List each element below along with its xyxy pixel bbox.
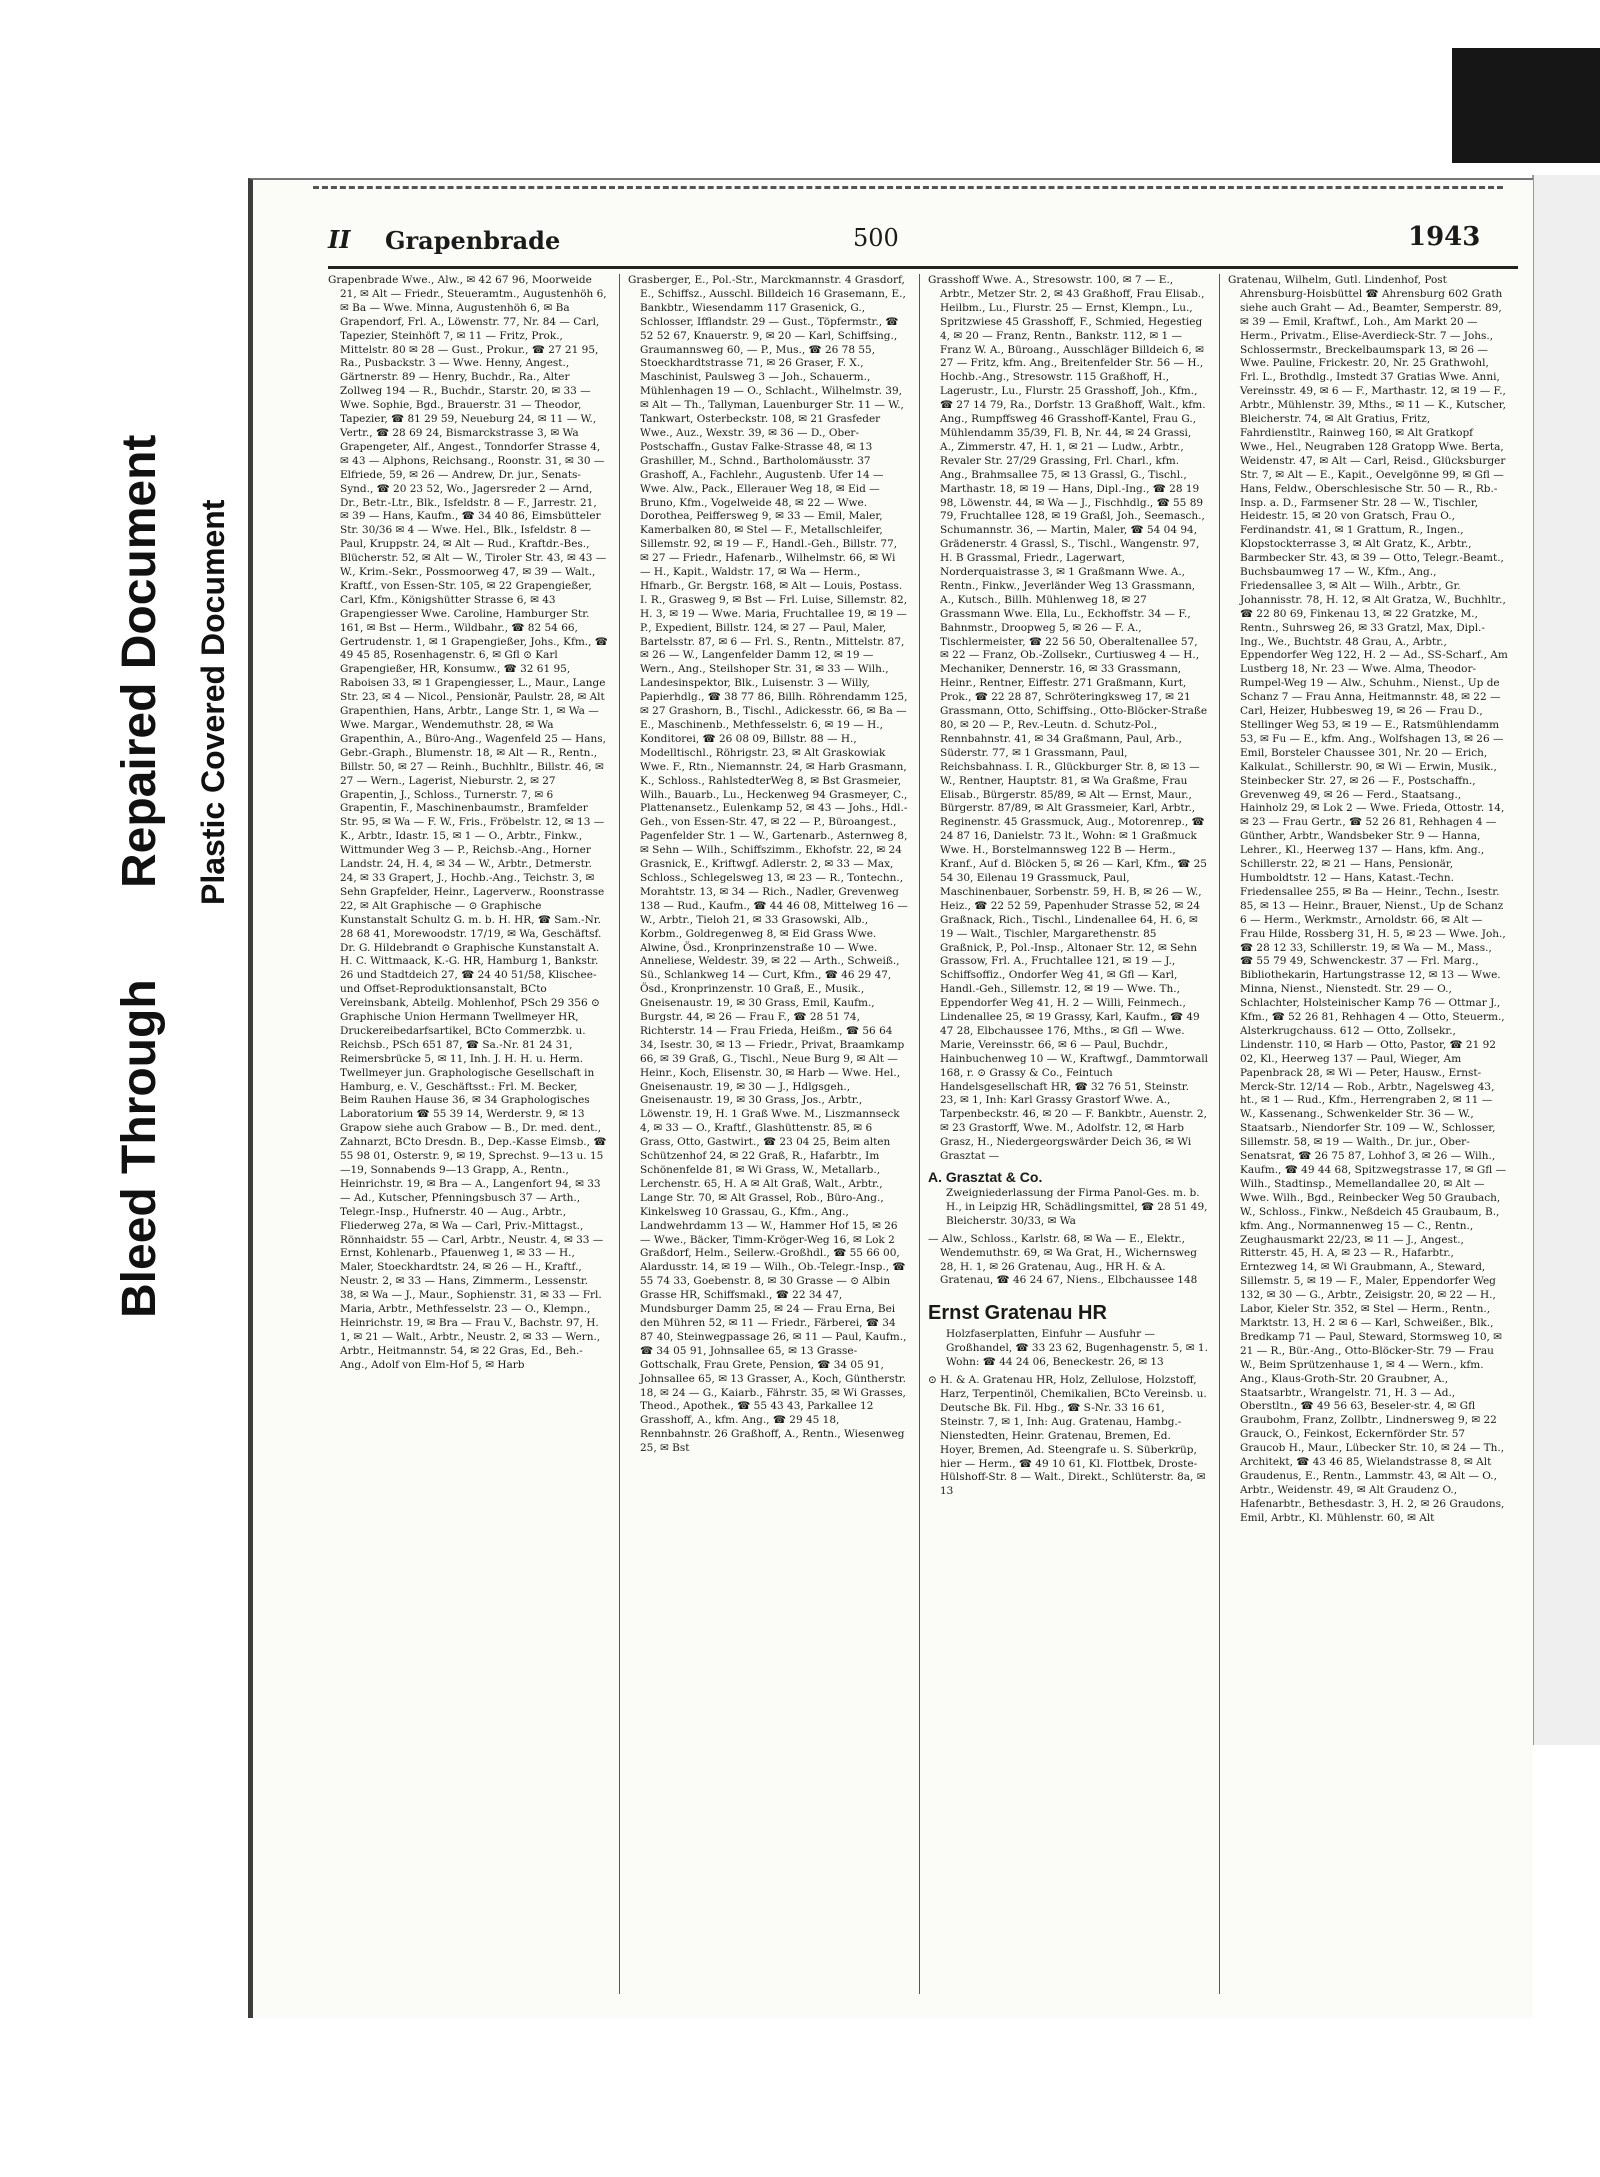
- column-3-text: Grasshoff Wwe. A., Stresowstr. 100, ✉ 7 — E., Arbtr., Metzer Str. 2, ✉ 43 Graßhoff, Frau Elisab., Heilbm., Lu., Flurstr. 25 — Ernst, Klempn., Lu., Spritzwiese 45 Grasshoff, F., Schmied, Hegestieg 4, ✉ 20 — Franz, Rentn., Bankstr. 112, ✉ 1 — Franz W. A., Büroang., Ausschläger Billdeich 6, ✉ 27 — Fritz, kfm. Ang., Breitenfelder Str. 56 — H., Hochb.-Ang., Stresowstr. 115 Graßhoff, H., Lagerustr., Lu., Flurstr. 25 Grasshoff, Joh., Kfm., ☎ 27 14 79, Ra., Dorfstr. 13 Graßhoff, Walt., kfm. Ang., Rumpffsweg 46 Grasshoff-Kantel, Frau G., Mühlendamm 35/39, Fl. B, Nr. 44, ✉ 24 Grassi, A., Zimmerstr. 47, H. 1, ✉ 21 — Ludw., Arbtr., Revaler Str. 27/29 Grassing, Frl. Charl., kfm. Ang., Brahmsallee 75, ✉ 13 Grassl, G., Tischl., Marthastr. 18, ✉ 19 — Hans, Dipl.-Ing., ☎ 28 19 98, Löwenstr. 44, ✉ Wa — J., Fischhdlg., ☎ 55 89 79, Fruchtallee 128, ✉ 19 Graßl, Joh., Seemasch., Schumannstr. 36, — Martin, Maler, ☎ 54 04 94, Grädenerstr. 4 Grassl, S., Tischl., Wangenstr. 97, H. B Grassmal, Friedr., Lagerwart, Norderquaistrasse 3, ✉ 1 Graßmann Wwe. A., Rentn., Finkw., Jeverländer Weg 13 Grassmann, A., Kutsch., Billh. Mühlenweg 18, ✉ 27 Grassmann Wwe. Ella, Lu., Eckhoffstr. 34 — F., Bahnmstr., Droopweg 5, ✉ 26 — F. A., Tischlermeister, ☎ 22 56 50, Oberaltenallee 57, ✉ 22 — Franz, Ob.-Zollsekr., Curtiusweg 4 — H., Mechaniker, Dennerstr. 16, ✉ 33 Grassmann, Heinr., Rentner, Eiffestr. 271 Graßmann, Kurt, Prok., ☎ 22 28 87, Schröteringksweg 17, ✉ 21 Grassmann, Otto, Schiffsing., Otto-Blöcker-Straße 80, ✉ 20 — P., Rev.-Leutn. d. Schutz-Pol., Rennbahnstr. 41, ✉ 34 Graßmann, Paul, Arb., Süderstr. 77, ✉ 1 Grassmann, Paul, Reichsbahnass. I. R., Glückburger Str. 8, ✉ 13 — W., Rentner, Hauptstr. 81, ✉ Wa Graßme, Frau Elisab., Bürgerstr. 85/89, ✉ Alt — Ernst, Maur., Bürgerstr. 87/89, ✉ Alt Grassmeier, Karl, Arbtr., Reginenstr. 45 Grassmuck, Aug., Motorenrep., ☎ 24 87 16, Danielstr. 73 lt., Wohn: ✉ 1 Graßmuck Wwe. H., Borstelmannsweg 122 B — Herm., Kranf., Auf d. Blöcken 5, ✉ 26 — Karl, Kfm., ☎ 25 54 30, Eilenau 19 Grassmuck, Paul, Maschinenbauer, Sorbenstr. 59, H. B, ✉ 26 — W., Heiz., ☎ 22 52 59, Papenhuder Strasse 52, ✉ 24 Graßnack, Rich., Tischl., Lindenallee 64, H. 6, ✉ 19 — Walt., Tischler, Margarethenstr. 85 Graßnick, P., Pol.-Insp., Altonaer Str. 12, ✉ Sehn Grassow, Frl. A., Fruchtallee 121, ✉ 19 — J., Schiffsoffiz., Ondorfer Weg 41, ✉ Gfl — Karl, Handl.-Geh., Sillemstr. 12, ✉ 19 — Wwe. Th., Eppendorfer Weg 41, H. 2 — Willi, Feinmech., Lindenallee 25, ✉ 19 Grassy, Karl, Kaufm., ☎ 49 47 28, Elbchaussee 176, Mths., ✉ Gfl — Wwe. Marie, Vereinsstr. 66, ✉ 6 — Paul, Buchdr., Hainbuchenweg 10 — W., Kraftwgf., Dammtorwall 168, r. ⊙ Grassy & Co., Feintuch Handelsgesellschaft HR, ☎ 32 76 51, Steinstr. 23, ✉ 1, Inh: Karl Grassy Grastorf Wwe. A., Tarpenbeckstr. 46, ✉ 20 — F. Bankbtr., Auenstr. 2, ✉ 23 Grastorff, Wwe. M., Adolfstr. 12, ✉ Harb Grasz, H., Niedergeorgswärder Deich 36, ✉ Wi Grasztat —: [928, 274, 1208, 1163]
- grasztat-ad-body: Zweigniederlassung der Firma Panol-Ges. m. b. H., in Leipzig HR, Schädlingsmittel, ☎ 28 51 49, Bleicherstr. 30/33, ✉ Wa: [946, 1187, 1208, 1227]
- column-divider: [919, 274, 920, 1994]
- column-3: [928, 274, 1208, 2004]
- page-header: [253, 222, 1533, 262]
- grasztat-ad-title: A. Grasztat & Co.: [928, 1169, 1043, 1185]
- column-2-text: Grasberger, E., Pol.-Str., Marckmannstr. 4 Grasdorf, E., Schiffsz., Ausschl. Billdeich 16 Grasemann, E., Bankbtr., Wiesendamm 117 Grasenick, G., Schlosser, Ifflandstr. 29 — Gust., Töpfermstr., ☎ 52 52 67, Knauerstr. 9, ✉ 20 — Karl, Schiffsing., Graumannsweg 60, — P., Mus., ☎ 26 78 55, Stoeckhardtstrasse 71, ✉ 26 Graser, F. X., Maschinist, Paulsweg 3 — Joh., Schauerm., Mühlenhagen 19 — O., Schlacht., Wilhelmstr. 39, ✉ Alt — Th., Tallyman, Lauenburger Str. 11 — W., Tankwart, Osterbeckstr. 108, ✉ 21 Grasfeder Wwe., Auz., Wexstr. 39, ✉ 36 — D., Ober-Postschaffn., Gustav Falke-Strasse 48, ✉ 13 Grashiller, M., Schnd., Bartholomäusstr. 37 Grashoff, A., Fachlehr., Augustenb. Ufer 14 — Wwe. Alw., Pack., Ellerauer Weg 18, ✉ Eid — Bruno, Kfm., Vogelweide 48, ✉ 22 — Wwe. Dorothea, Peiffersweg 9, ✉ 33 — Emil, Maler, Kamerbalken 80, ✉ Stel — F., Metallschleifer, Sillemstr. 92, ✉ 19 — F., Handl.-Geh., Billstr. 77, ✉ 27 — Friedr., Hafenarb., Wilhelmstr. 66, ✉ Wi — H., Kapit., Waldstr. 17, ✉ Wa — Herm., Hfnarb., Gr. Bergstr. 168, ✉ Alt — Louis, Postass. I. R., Grasweg 9, ✉ Bst — Frl. Luise, Sillemstr. 82, H. 3, ✉ 19 — Wwe. Maria, Fruchtallee 19, ✉ 19 — P., Expedient, Billstr. 124, ✉ 27 — Paul, Maler, Bartelsstr. 87, ✉ 6 — Frl. S., Rentn., Mittelstr. 87, ✉ 26 — W., Langenfelder Damm 12, ✉ 19 — Wern., Ang., Steilshoper Str. 31, ✉ 33 — Wilh., Landesinspektor, Blk., Luisenstr. 3 — Willy, Papierhdlg., ☎ 38 77 86, Billh. Röhrendamm 125, ✉ 27 Grashorn, B., Tischl., Adickesstr. 66, ✉ Ba — E., Maschinenb., Methfesselstr. 6, ✉ 19 — H., Konditorei, ☎ 26 08 09, Billstr. 88 — H., Modelltischl., Röhrigstr. 23, ✉ Alt Graskowiak Wwe. F., Rtn., Niemannstr. 24, ✉ Harb Grasmann, K., Schloss., RahlstedterWeg 8, ✉ Bst Grasmeier, Wilh., Bauarb., Lu., Heckenweg 94 Grasmeyer, C., Plattenansetz., Eulenkamp 52, ✉ 43 — Johs., Hdl.-Geh., von Essen-Str. 47, ✉ 22 — P., Büroangest., Pagenfelder Str. 1 — W., Gartenarb., Asternweg 8, ✉ Sehn — Wilh., Schiffszimm., Ekhofstr. 22, ✉ 24 Grasnick, E., Kriftwgf. Adlerstr. 2, ✉ 33 — Max, Schloss., Schlegelsweg 13, ✉ 23 — R., Tontechn., Morahtstr. 13, ✉ 34 — Rich., Nadler, Grevenweg 138 — Rud., Kaufm., ☎ 44 46 08, Mittelweg 16 — W., Arbtr., Tieloh 21, ✉ 33 Grasowski, Alb., Korbm., Goldregenweg 8, ✉ Eid Grass Wwe. Alwine, Ösd., Kronprinzenstraße 10 — Wwe. Anneliese, Weldestr. 39, ✉ 22 — Arth., Schweiß., Sü., Schlankweg 14 — Curt, Kfm., ☎ 46 29 47, Ösd., Kronprinzenstr. 10 Graß, E., Musik., Gneisenaustr. 19, ✉ 30 Grass, Emil, Kaufm., Burgstr. 44, ✉ 26 — Frau F., ☎ 28 51 74, Richterstr. 14 — Frau Frieda, Heißm., ☎ 56 64 34, Isestr. 30, ✉ 13 — Friedr., Privat, Braamkamp 66, ✉ 39 Graß, G., Tischl., Neue Burg 9, ✉ Alt — Heinr., Koch, Elisenstr. 30, ✉ Harb — Wwe. Hel., Gneisenaustr. 19, ✉ 30 — J., Hdlgsgeh., Gneisenaustr. 19, ✉ 30 Grass, Jos., Arbtr., Löwenstr. 19, H. 1 Graß Wwe. M., Liszmannseck 4, ✉ 33 — O., Kraftf., Glashüttenstr. 85, ✉ 6 Grass, Otto, Gastwirt., ☎ 23 04 25, Beim alten Schützenhof 24, ✉ 22 Graß, R., Hafarbtr., Im Schönenfelde 81, ✉ Wi Grass, W., Metallarb., Lerchenstr. 65, H. A ✉ Alt Graß, Walt., Arbtr., Lange Str. 70, ✉ Alt Grassel, Rob., Büro-Ang., Kinkelsweg 10 Grassau, G., Kfm., Ang., Landwehrdamm 13 — W., Hammer Hof 15, ✉ 26 — Wwe., Bäcker, Timm-Kröger-Weg 16, ✉ Lok 2 Graßdorf, Helm., Seilerw.-Großhdl., ☎ 55 66 00, Alardusstr. 14, ✉ 19 — Wilh., Ob.-Telegr.-Insp., ☎ 55 74 33, Goebenstr. 8, ✉ 30 Grasse — ⊙ Albin Grasse HR, Schiffsmakl., ☎ 22 34 47, Mundsburger Damm 25, ✉ 24 — Frau Erna, Bei den Mühren 52, ✉ 11 — Friedr., Färberei, ☎ 34 87 40, Steinwegpassage 26, ✉ 11 — Paul, Kaufm., ☎ 34 05 91, Johnsallee 65, ✉ 13 Grasse-Gottschalk, Frau Grete, Pension, ☎ 34 05 91, Johnsallee 65, ✉ 13 Grasser, A., Koch, Güntherstr. 18, ✉ 24 — G., Kaiarb., Fährstr. 35, ✉ Wi Grasses, Theod., Apothek., ☎ 55 43 43, Parkallee 12 Grasshoff, A., kfm. Ang., ☎ 29 45 18, Rennbahnstr. 26 Graßhoff, A., Rentn., Wiesenweg 25, ✉ Bst: [628, 274, 908, 1455]
- label-plastic-covered: Plastic Covered Document: [195, 499, 231, 905]
- header-letter: II: [328, 225, 351, 254]
- label-bleed-through: Bleed Through: [113, 979, 166, 1318]
- label-repaired-document: Repaired Document: [113, 434, 166, 888]
- column-4: [1228, 274, 1508, 2004]
- gratenau-ad-title: Ernst Gratenau HR: [928, 1302, 1107, 1325]
- page-edge-tab: [1532, 175, 1600, 1745]
- header-page-number: 500: [853, 224, 899, 252]
- column-2: [628, 274, 908, 2004]
- header-title: Grapenbrade: [385, 226, 561, 255]
- scan-corner-mark: [1452, 48, 1600, 163]
- page-top-dashes: [313, 186, 1503, 189]
- header-year: 1943: [1408, 222, 1481, 252]
- column-3-text-3: ⊙ H. & A. Gratenau HR, Holz, Zellulose, Holzstoff, Harz, Terpentinöl, Chemikalien, BCto Vereinsb. u. Deutsche Bk. Fil. Hbg., ☎ S-Nr. 33 16 61, Steinstr. 7, ✉ 1, Inh: Aug. Gratenau, Hambg.-Nienstedten, Heinr. Gratenau, Bremen, Ed. Hoyer, Bremen, Ad. Steengrafe u. S. Süberkrüp, hier — Herm., ☎ 49 10 61, Kl. Flottbek, Droste-Hülshoff-Str. 8 — Walt., Direkt., Schlüterstr. 8a, ✉ 13: [928, 1374, 1207, 1498]
- column-divider: [619, 274, 620, 1994]
- header-rule: [328, 266, 1518, 269]
- directory-page: [248, 178, 1533, 2018]
- gratenau-ad-body: Holzfaserplatten, Einfuhr — Ausfuhr — Großhandel, ☎ 33 23 62, Bugenhagenstr. 5, ✉ 1. Wohn: ☎ 44 24 06, Beneckestr. 26, ✉ 13: [946, 1328, 1208, 1369]
- column-1-text: Grapenbrade Wwe., Alw., ✉ 42 67 96, Moorweide 21, ✉ Alt — Friedr., Steueramtm., Augustenhöh 6, ✉ Ba — Wwe. Minna, Augustenhöh 6, ✉ Ba Grapendorf, Frl. A., Löwenstr. 77, Nr. 84 — Carl, Tapezier, Steinhöft 7, ✉ 11 — Fritz, Prok., Mittelstr. 80 ✉ 28 — Gust., Prokur., ☎ 27 21 95, Ra., Pusbackstr. 3 — Wwe. Henny, Angest., Gärtnerstr. 89 — Henry, Buchdr., Ra., Alter Zollweg 194 — R., Buchdr., Starstr. 20, ✉ 33 — Wwe. Sophie, Bgd., Brauerstr. 31 — Theodor, Tapezier, ☎ 81 29 59, Neueburg 24, ✉ 11 — W., Vertr., ☎ 28 69 24, Bismarckstrasse 3, ✉ Wa Grapengeter, Alf., Angest., Tonndorfer Strasse 4, ✉ 43 — Alphons, Reichsang., Roonstr. 31, ✉ 30 — Elfriede, 59, ✉ 26 — Andrew, Dr. jur., Senats-Synd., ☎ 20 23 52, Wo., Jagersreder 2 — Arnd, Dr., Betr.-Ltr., Blk., Isfeldstr. 8 — F., Jarrestr. 21, ✉ 39 — Hans, Kaufm., ☎ 34 40 86, Eimsbütteler Str. 30/36 ✉ 4 — Wwe. Hel., Blk., Isfeldstr. 8 — Paul, Kruppstr. 24, ✉ Alt — Rud., Kraftdr.-Bes., Blücherstr. 52, ✉ Alt — W., Tiroler Str. 43, ✉ 43 — W., Krim.-Sekr., Possmoorweg 47, ✉ 39 — Walt., Kraftf., von Essen-Str. 105, ✉ 22 Grapengießer, Carl, Kfm., Königshütter Strasse 6, ✉ 43 Grapengiesser Wwe. Caroline, Hamburger Str. 161, ✉ Bst — Herm., Wildbahr., ☎ 82 54 66, Gertrudenstr. 1, ✉ 1 Grapengießer, Johs., Kfm., ☎ 49 45 85, Rosenhagenstr. 6, ✉ Gfl ⊙ Karl Grapengießer, HR, Konsumw., ☎ 32 61 95, Raboisen 33, ✉ 1 Grapengiesser, L., Maur., Lange Str. 23, ✉ 4 — Nicol., Pensionär, Paulstr. 28, ✉ Alt Grapenthien, Hans, Arbtr., Lange Str. 1, ✉ Wa — Wwe. Margar., Wendemuthstr. 28, ✉ Wa Grapenthin, A., Büro-Ang., Wagenfeld 25 — Hans, Gebr.-Graph., Blumenstr. 18, ✉ Alt — R., Rentn., Billstr. 50, ✉ 27 — Reinh., Buchhltr., Billstr. 46, ✉ 27 — Wern., Lagerist, Nieburstr. 2, ✉ 27 Grapentin, J., Schloss., Turnerstr. 7, ✉ 6 Grapentin, F., Maschinenbaumstr., Bramfelder Str. 95, ✉ Wa — F. W., Fris., Fröbelstr. 12, ✉ 13 — K., Arbtr., Idastr. 15, ✉ 1 — O., Arbtr., Finkw., Wittmunder Weg 3 — P., Reichsb.-Ang., Horner Landstr. 24, H. 4, ✉ 34 — W., Arbtr., Detmerstr. 24, ✉ 33 Grapert, J., Hochb.-Ang., Teichstr. 3, ✉ Sehn Grapfelder, Heinr., Lagerverw., Roonstrasse 22, ✉ Alt Graphische — ⊙ Graphische Kunstanstalt Schultz G. m. b. H. HR, ☎ Sam.-Nr. 28 68 41, Morewoodstr. 17/19, ✉ Wa, Geschäftsf. Dr. G. Hildebrandt ⊙ Graphische Kunstanstalt A. H. C. Wittmaack, K.-G. HR, Hamburg 1, Bankstr. 26 und Stadtdeich 27, ☎ 24 40 51/58, Klischee- und Offset-Reproduktionsanstalt, BCto Vereinsbank, Abteilg. Mohlenhof, PSch 29 356 ⊙ Graphische Union Hermann Twellmeyer HR, Druckereibedarfsartikel, BCto Commerzbk. u. Reichsb., PSch 651 87, ☎ Sa.-Nr. 81 24 31, Reimersbrücke 5, ✉ 11, Inh. J. H. H. u. Herm. Twellmeyer jun. Graphologische Gesellschaft in Hamburg, e. V., Geschäftsst.: Frl. M. Becker, Beim Rauhen Hause 36, ✉ 34 Graphologisches Laboratorium ☎ 55 39 14, Werderstr. 9, ✉ 13 Grapow siehe auch Grabow — B., Dr. med. dent., Zahnarzt, BCto Dresdn. B., Dep.-Kasse Eimsb., ☎ 55 98 01, Osterstr. 9, ✉ 19, Sprechst. 9—13 u. 15—19, Sonnabends 9—13 Grapp, A., Rentn., Heinrichstr. 19, ✉ Bra — A., Langenfort 94, ✉ 33 — Ad., Kutscher, Pfenningsbusch 37 — Arth., Telegr.-Insp., Hufnerstr. 40 — Aug., Arbtr., Fliederweg 27a, ✉ Wa — Carl, Priv.-Mittagst., Rönnhaidstr. 55 — Carl, Arbtr., Neustr. 4, ✉ 33 — Ernst, Kohlenarb., Pfauenweg 1, ✉ 33 — H., Maler, Stoeckhardtstr. 24, ✉ 26 — H., Kraftf., Neustr. 2, ✉ 33 — Hans, Zimmerm., Lessenstr. 38, ✉ Wa — J., Maur., Sophienstr. 31, ✉ 33 — Frl. Maria, Arbtr., Methfesselstr. 23 — O., Klempn., Heinrichstr. 19, ✉ Bra — Frau V., Bachstr. 97, H. 1, ✉ 21 — Walt., Arbtr., Neustr. 2, ✉ 33 — Wern., Arbtr., Heitmannstr. 54, ✉ 22 Gras, Ed., Beh.-Ang., Adolf von Elm-Hof 5, ✉ Harb: [328, 274, 608, 1371]
- column-divider: [1219, 274, 1220, 1994]
- column-1: [328, 274, 608, 2004]
- column-4-text: Gratenau, Wilhelm, Gutl. Lindenhof, Post Ahrensburg-Hoisbüttel ☎ Ahrensburg 602 Grath siehe auch Graht — Ad., Beamter, Semperstr. 89, ✉ 39 — Emil, Kraftwf., Loh., Am Markt 20 — Herm., Privatm., Elise-Averdieck-Str. 7 — Johs., Schlossermstr., Breckelbaumspark 13, ✉ 26 — Wwe. Pauline, Frickestr. 20, Nr. 25 Grathwohl, Frl. L., Brothdlg., Imstedt 37 Gratias Wwe. Anni, Vereinsstr. 49, ✉ 6 — F., Marthastr. 12, ✉ 19 — F., Arbtr., Mühlenstr. 39, Mths., ✉ 11 — K., Kutscher, Bleicherstr. 74, ✉ Alt Gratius, Fritz, Fahrdienstltr., Rainweg 160, ✉ Alt Gratkopf Wwe., Hel., Neugraben 128 Gratopp Wwe. Berta, Weidenstr. 47, ✉ Alt — Carl, Reisd., Glücksburger Str. 7, ✉ Alt — E., Kapit., Oevelgönne 99, ✉ Gfl — Hans, Feldw., Oberschlesische Str. 50 — R., Rb.-Insp. a. D., Farmsener Str. 28 — W., Tischler, Heidestr. 15, ✉ 20 von Gratsch, Frau O., Ferdinandstr. 41, ✉ 1 Grattum, R., Ingen., Klopstockterrasse 3, ✉ Alt Gratz, K., Arbtr., Barmbecker Str. 43, ✉ 39 — Otto, Telegr.-Beamt., Buchsbaumweg 17 — W., Kfm., Ang., Friedensallee 3, ✉ Alt — Wilh., Arbtr., Gr. Johannisstr. 78, H. 12, ✉ Alt Gratza, W., Buchhltr., ☎ 22 80 69, Finkenau 13, ✉ 22 Gratzke, M., Rentn., Suhrsweg 26, ✉ 33 Gratzl, Max, Dipl.-Ing., We., Buchtstr. 48 Grau, A., Arbtr., Eppendorfer Weg 122, H. 2 — Ad., SS-Scharf., Am Lustberg 18, Nr. 23 — Wwe. Alma, Theodor-Rumpel-Weg 19 — Alw., Schuhm., Nienst., Up de Schanz 7 — Frau Anna, Heitmannstr. 48, ✉ 22 — Carl, Heizer, Hubbesweg 19, ✉ 26 — Frau D., Stellinger Weg 53, ✉ 19 — E., Ratsmühlendamm 53, ✉ Fu — E., kfm. Ang., Wolfshagen 13, ✉ 26 — Emil, Borsteler Chaussee 301, Nr. 20 — Erich, Kalkulat., Schillerstr. 90, ✉ Wi — Erwin, Musik., Steinbecker Str. 27, ✉ 26 — F., Postschaffn., Grevenweg 49, ✉ 26 — Ferd., Staatsang., Hainholz 29, ✉ Lok 2 — Wwe. Frieda, Ottostr. 14, ✉ 23 — Frau Gertr., ☎ 52 26 81, Rehhagen 4 — Günther, Arbtr., Wandsbeker Str. 9 — Hanna, Lehrer., Kl., Heerweg 137 — Hans, kfm. Ang., Schillerstr. 22, ✉ 21 — Hans, Pensionär, Humboldtstr. 12 — Hans, Katast.-Techn. Friedensallee 255, ✉ Ba — Heinr., Techn., Isestr. 85, ✉ 13 — Heinr., Brauer, Nienst., Up de Schanz 6 — Herm., Werkmstr., Arnoldstr. 66, ✉ Alt — Frau Hilde, Rossberg 31, H. 5, ✉ 23 — Wwe. Joh., ☎ 28 12 33, Schillerstr. 19, ✉ Wa — M., Mass., ☎ 55 79 49, Schwenckestr. 37 — Frl. Marg., Bibliothekarin, Hartungstrasse 12, ✉ 13 — Wwe. Minna, Nienst., Nienstedt. Str. 29 — O., Schlachter, Holsteinischer Kamp 76 — Ottmar J., Kfm., ☎ 52 26 81, Rehhagen 4 — Otto, Steuerm., Alsterkrugchauss. 612 — Otto, Zollsekr., Lindenstr. 110, ✉ Harb — Otto, Pastor, ☎ 21 92 02, Kl., Heerweg 137 — Paul, Wieger, Am Papenbrack 28, ✉ Wi — Peter, Hausw., Ernst-Merck-Str. 12/14 — Rob., Arbtr., Nagelsweg 43, ht., ✉ 1 — Rud., Kfm., Herrengraben 2, ✉ 11 — W., Kassenang., Schwenkelder Str. 36 — W., Staatsarb., Niendorfer Str. 109 — W., Schlosser, Sillemstr. 58, ✉ 19 — Walth., Dr. jur., Ober-Senatsrat, ☎ 26 75 87, Lohhof 3, ✉ 26 — Wilh., Kaufm., ☎ 49 44 68, Spitzwegstrasse 17, ✉ Gfl — Wilh., Stadtinsp., Memellandallee 20, ✉ Alt — Wwe. Wilh., Bgd., Reinbecker Weg 50 Graubach, W., Schloss., Finkw., Neßdeich 45 Graubaum, B., kfm. Ang., Normannenweg 15 — C., Rentn., Zeughausmarkt 22/23, ✉ 11 — J., Angest., Ritterstr. 45, H. A, ✉ 23 — R., Hafarbtr., Erntezweg 14, ✉ Wi Graubmann, A., Steward, Sillemstr. 5, ✉ 19 — F., Maler, Eppendorfer Weg 132, ✉ 30 — G., Arbtr., Zeisigstr. 20, ✉ 22 — H., Labor, Kieler Str. 352, ✉ Stel — Herm., Rentn., Marktstr. 13, H. 2 ✉ 6 — Karl, Schweißer., Blk., Bredkamp 71 — Paul, Steward, Stormsweg 10, ✉ 21 — R., Bür.-Ang., Otto-Blöcker-Str. 79 — Frau W., Beim Sprützenhause 1, ✉ 4 — Wern., kfm. Ang., Klaus-Groth-Str. 20 Graubner, A., Staatsarbtr., Wrangelstr. 71, H. 3 — Ad., Oberstltn., ☎ 49 56 63, Beseler-str. 4, ✉ Gfl Graubohm, Franz, Zollbtr., Lindnersweg 9, ✉ 22 Grauck, O., Feinkost, Eckernförder Str. 57 Graucob H., Maur., Lübecker Str. 10, ✉ 24 — Th., Architekt, ☎ 43 46 85, Wielandstrasse 8, ✉ Alt Graudenus, E., Rentn., Lammstr. 43, ✉ Alt — O., Arbtr., Weidenstr. 49, ✉ Alt Graudenz O., Hafenarbtr., Bethesdastr. 3, H. 2, ✉ 26 Graudons, Emil, Arbtr., Kl. Mühlenstr. 60, ✉ Alt: [1228, 274, 1508, 1524]
- column-3-text-2: — Alw., Schloss., Karlstr. 68, ✉ Wa — E., Elektr., Wendemuthstr. 69, ✉ Wa Grat, H., Wichernsweg 28, H. 1, ✉ 26 Gratenau, Aug., HR H. & A. Gratenau, ☎ 46 24 67, Niens., Elbchaussee 148: [928, 1232, 1198, 1287]
